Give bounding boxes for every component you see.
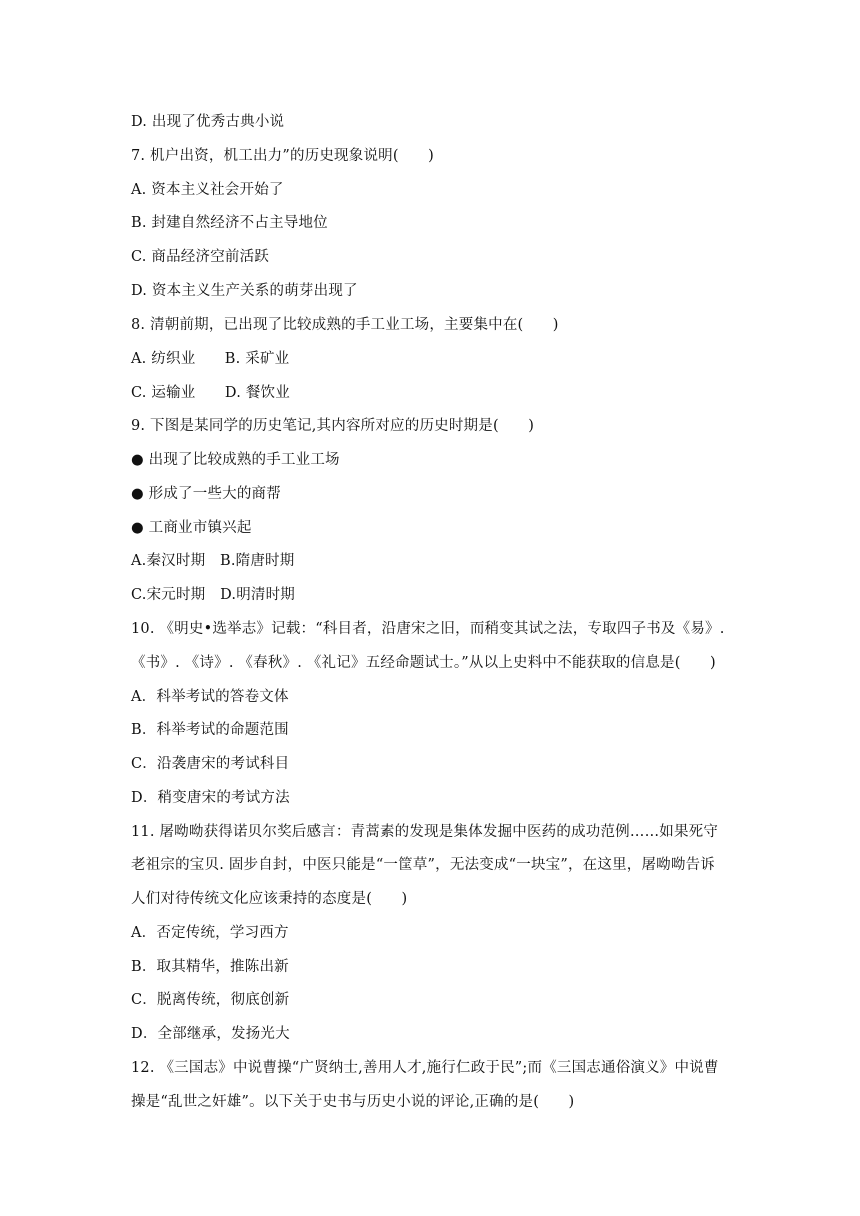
question-11-line-3: 人们对待传统文化应该秉持的态度是( ) [131,891,408,907]
question-7: 7. 机户出资，机工出力”的历史现象说明( ) [131,148,434,164]
option-b-q7: B. 封建自然经济不占主导地位 [131,215,328,231]
option-a-q11: A．否定传统，学习西方 [131,925,289,941]
question-11-line-2: 老祖宗的宝贝. 固步自封，中医只能是“一筐草”，无法变成“一块宝”，在这里，屠呦呦告诉 [131,857,715,873]
option-d-q7: D. 资本主义生产关系的萌芽出现了 [131,283,358,299]
option-d-q11: D．全部继承，发扬光大 [131,1026,290,1042]
question-12-line-2: 操是“乱世之奸雄”。以下关于史书与历史小说的评论,正确的是( ) [131,1094,575,1110]
option-c-q10: C．沿袭唐宋的考试科目 [131,756,290,772]
bullet-note-3: ● 工商业市镇兴起 [131,520,252,536]
option-d-q6: D. 出现了优秀古典小说 [131,114,285,130]
option-b-q11: B．取其精华，推陈出新 [131,959,289,975]
question-10-line-2: 《书》. 《诗》. 《春秋》. 《礼记》五经命题试士。”从以上史料中不能获取的信息是( ) [131,655,716,671]
option-b-q10: B．科举考试的命题范围 [131,722,289,738]
question-12-line-1: 12. 《三国志》中说曹操“广贤纳士,善用人才,施行仁政于民”;而《三国志通俗演义》中说曹 [131,1060,719,1076]
options-ab-q8: A. 纺织业 B. 采矿业 [131,351,290,367]
option-a-q7: A. 资本主义社会开始了 [131,182,284,198]
option-c-q11: C．脱离传统，彻底创新 [131,992,290,1008]
option-c-q7: C. 商品经济空前活跃 [131,249,269,265]
option-a-q10: A．科举考试的答卷文体 [131,689,289,705]
bullet-note-2: ● 形成了一些大的商帮 [131,486,281,502]
options-cd-q8: C. 运输业 D. 餐饮业 [131,385,290,401]
question-10-line-1: 10. 《明史•选举志》记载：“科目者，沿唐宋之旧，而稍变其试之法，专取四子书及《易》. [131,621,725,637]
question-11-line-1: 11. 屠呦呦获得诺贝尔奖后感言：青蒿素的发现是集体发掘中医药的成功范例……如果死守 [131,824,719,840]
bullet-note-1: ● 出现了比较成熟的手工业工场 [131,452,340,468]
option-d-q10: D．稍变唐宋的考试方法 [131,790,290,806]
question-8: 8. 清朝前期，已出现了比较成熟的手工业工场，主要集中在( ) [131,317,559,333]
question-9: 9. 下图是某同学的历史笔记,其内容所对应的历史时期是( ) [131,418,535,434]
options-cd-q9: C.宋元时期 D.明清时期 [131,587,296,603]
options-ab-q9: A.秦汉时期 B.隋唐时期 [131,553,295,569]
